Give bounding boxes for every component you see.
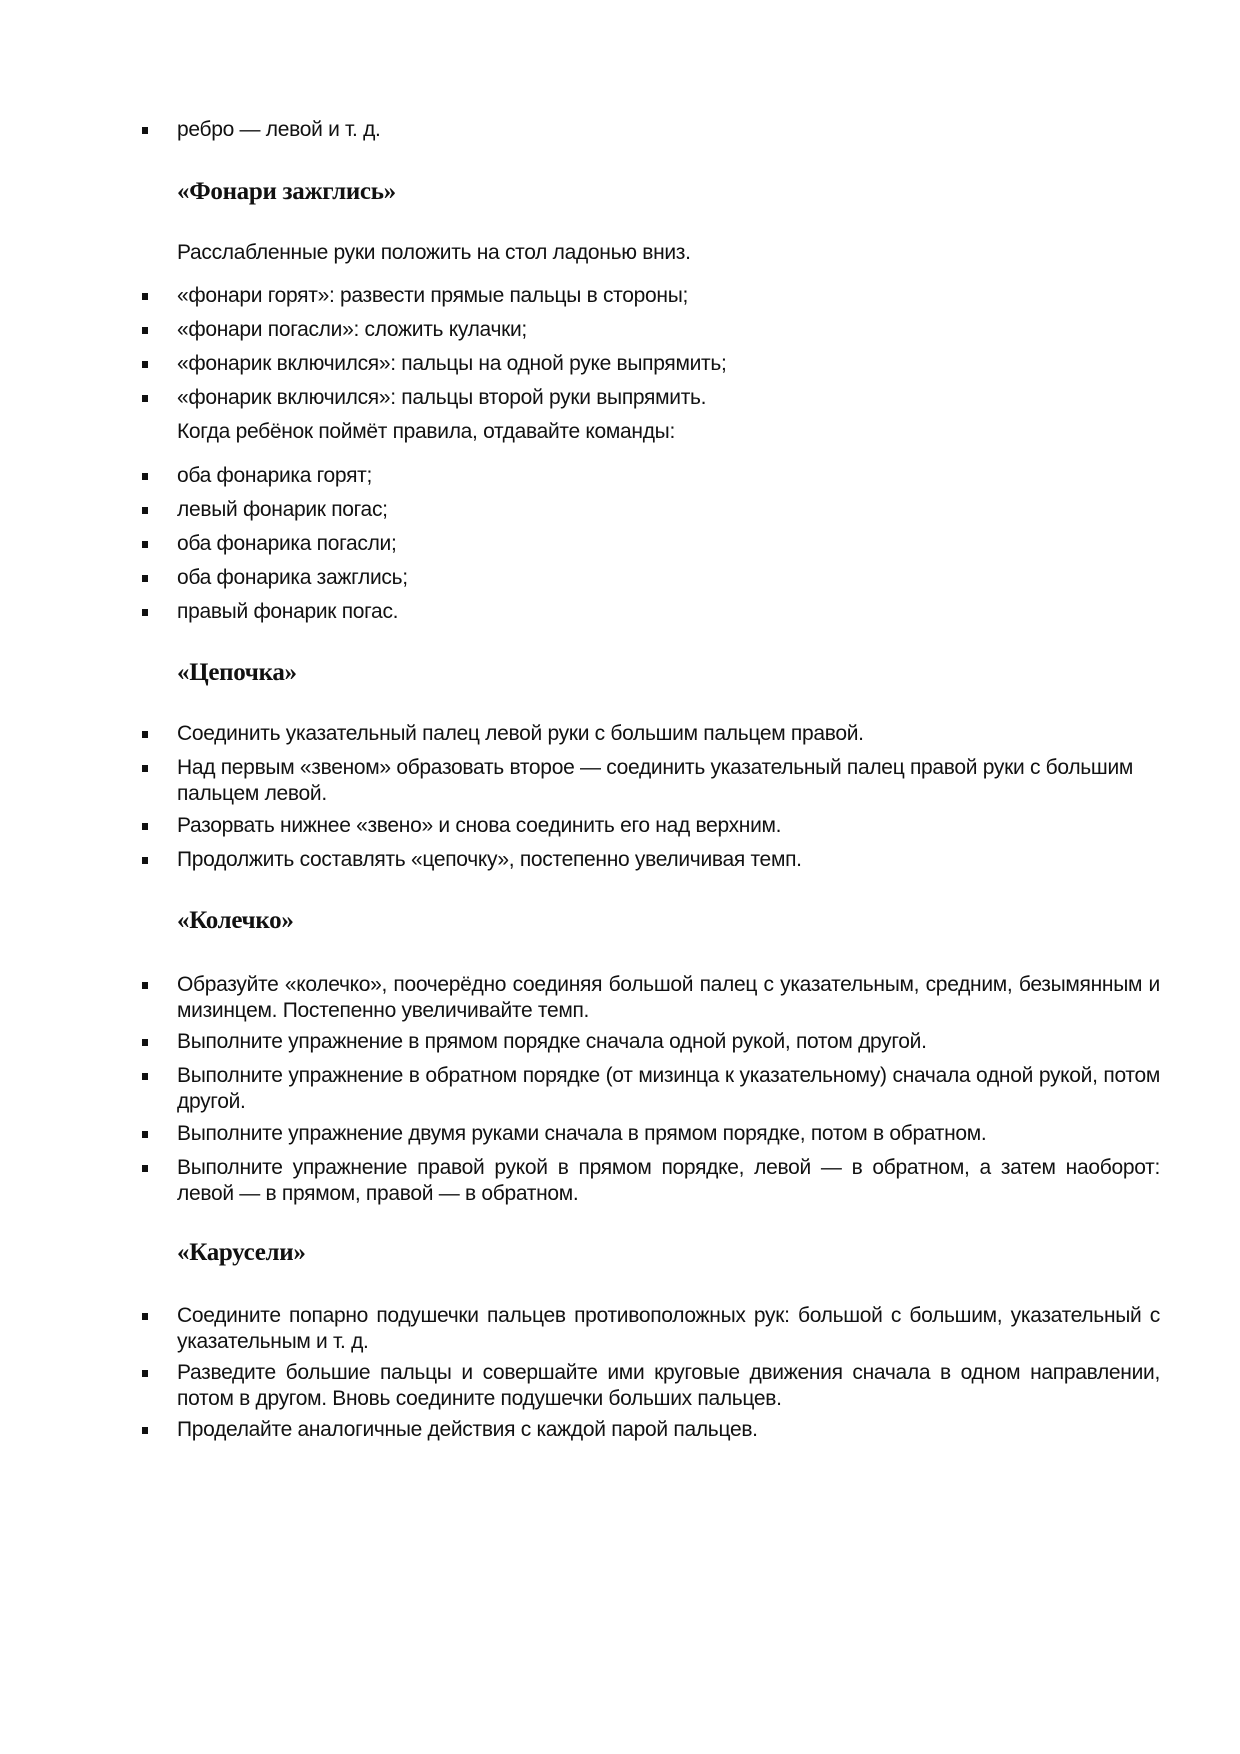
bullet-icon (140, 385, 177, 411)
bullet-icon (140, 847, 177, 873)
list-item: «фонари погасли»: сложить кулачки; (140, 317, 1160, 343)
list-item: «фонарик включился»: пальцы второй руки выпрямить. (140, 385, 1160, 411)
list-item: «фонарик включился»: пальцы на одной руке выпрямить; (140, 351, 1160, 377)
paragraph: Когда ребёнок поймёт правила, отдавайте команды: (177, 420, 675, 443)
bullet-icon (140, 721, 177, 747)
list-item: «фонари горят»: развести прямые пальцы в стороны; (140, 283, 1160, 309)
bullet-icon (140, 283, 177, 309)
list-item: Выполните упражнение двумя руками сначала в прямом порядке, потом в обратном. (140, 1121, 1160, 1147)
bullet-icon (140, 351, 177, 377)
list-item: Соедините попарно подушечки пальцев противоположных рук: большой с большим, указательный с указательным и т. д. (140, 1303, 1160, 1355)
bullet-icon (140, 497, 177, 523)
list-item: Выполните упражнение в прямом порядке сначала одной рукой, потом другой. (140, 1029, 1160, 1055)
list-item: Проделайте аналогичные действия с каждой парой пальцев. (140, 1417, 1160, 1443)
bullet-icon (140, 1121, 177, 1147)
bullet-icon (140, 755, 177, 807)
list-item: ребро — левой и т. д. (140, 117, 1160, 143)
list-item: Продолжить составлять «цепочку», постепенно увеличивая темп. (140, 847, 1160, 873)
bullet-icon (140, 1417, 177, 1443)
bullet-icon (140, 117, 177, 143)
list-item: Образуйте «колечко», поочерёдно соединяя большой палец с указательным, средним, безымянным и мизинцем. Постепенно увеличивайте темп. (140, 972, 1160, 1024)
paragraph: Расслабленные руки положить на стол ладонью вниз. (177, 241, 691, 264)
bullet-icon (140, 1303, 177, 1355)
list-item: левый фонарик погас; (140, 497, 1160, 523)
bullet-icon (140, 317, 177, 343)
section-heading: «Колечко» (177, 907, 294, 934)
list-item: оба фонарика погасли; (140, 531, 1160, 557)
bullet-icon (140, 565, 177, 591)
bullet-icon (140, 463, 177, 489)
list-item: правый фонарик погас. (140, 599, 1160, 625)
list-item: Соединить указательный палец левой руки с большим пальцем правой. (140, 721, 1160, 747)
bullet-icon (140, 599, 177, 625)
list-item: Выполните упражнение в обратном порядке (от мизинца к указательному) сначала одной рукой, потом другой. (140, 1063, 1160, 1115)
bullet-icon (140, 972, 177, 1024)
list-item: Разведите большие пальцы и совершайте ими круговые движения сначала в одном направлении, потом в другом. Вновь соедините подушечки больших пальцев. (140, 1360, 1160, 1412)
section-heading: «Фонари зажглись» (177, 178, 396, 205)
list-item: оба фонарика зажглись; (140, 565, 1160, 591)
section-heading: «Карусели» (177, 1239, 306, 1266)
list-item: Над первым «звеном» образовать второе — соединить указательный палец правой руки с большим пальцем левой. (140, 755, 1160, 807)
bullet-icon (140, 813, 177, 839)
bullet-icon (140, 1063, 177, 1115)
bullet-icon (140, 1155, 177, 1207)
list-item: оба фонарика горят; (140, 463, 1160, 489)
bullet-icon (140, 1029, 177, 1055)
list-item: Выполните упражнение правой рукой в прямом порядке, левой — в обратном, а затем наоборот: левой — в прямом, правой — в обратном. (140, 1155, 1160, 1207)
list-item: Разорвать нижнее «звено» и снова соединить его над верхним. (140, 813, 1160, 839)
bullet-icon (140, 531, 177, 557)
bullet-icon (140, 1360, 177, 1412)
section-heading: «Цепочка» (177, 659, 297, 686)
